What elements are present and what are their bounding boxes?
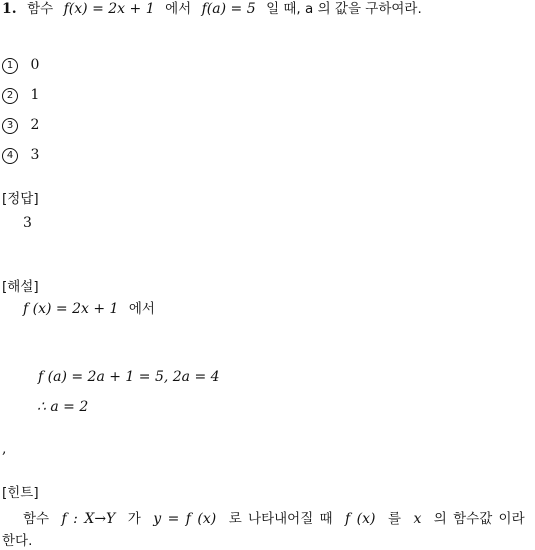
hint-text-e: 의 함수값 이라	[433, 511, 525, 527]
hint-text-a: 함수	[23, 511, 50, 527]
hint-text-d: 를	[387, 511, 401, 527]
solution-line-1-math: f (x) = 2x + 1	[23, 301, 119, 317]
solution-heading: [해설]	[2, 279, 39, 295]
question-stem	[2, 0, 422, 18]
hint-math-x: x	[413, 511, 422, 527]
hint-math-fx: f (x)	[345, 511, 376, 527]
solution-line-2: f (a) = 2a + 1 = 5, 2a = 4	[38, 369, 220, 385]
hint-line-1	[23, 510, 525, 528]
choice-4-value: 3	[30, 147, 40, 163]
choice-3[interactable]	[2, 116, 39, 134]
solution-line-1	[23, 300, 155, 318]
question-function: f(x) = 2x + 1	[63, 1, 155, 17]
hint-text-b: 가	[127, 511, 141, 527]
question-condition: f(a) = 5	[201, 1, 256, 17]
answer-value: 3	[23, 215, 32, 231]
hint-line-2: 한다.	[2, 533, 33, 549]
choice-2[interactable]	[2, 86, 39, 104]
choice-1-value: 0	[30, 57, 40, 73]
question-mid: 에서	[165, 1, 192, 17]
hint-math-mapping: f : X→Y	[61, 511, 116, 527]
hint-text-c: 로 나타내어질 때	[228, 511, 333, 527]
choice-3-value: 2	[30, 117, 40, 133]
question-suffix: 일 때, a 의 값을 구하여라.	[266, 1, 422, 17]
choice-2-value: 1	[30, 87, 40, 103]
choice-4[interactable]	[2, 146, 39, 164]
question-prefix: 함수	[27, 1, 54, 17]
question-number: 1.	[2, 1, 17, 17]
hint-math-equation: y = f (x)	[153, 511, 217, 527]
choice-1-marker: 1	[2, 58, 18, 74]
choice-1[interactable]	[2, 56, 39, 74]
answer-heading: [정답]	[2, 191, 39, 207]
solution-line-1-text: 에서	[128, 301, 155, 317]
hint-heading: [힌트]	[2, 485, 39, 501]
choice-4-marker: 4	[2, 148, 18, 164]
choice-3-marker: 3	[2, 118, 18, 134]
choice-2-marker: 2	[2, 88, 18, 104]
stray-comma: ,	[2, 441, 7, 457]
solution-conclusion: ∴ a = 2	[37, 399, 89, 415]
